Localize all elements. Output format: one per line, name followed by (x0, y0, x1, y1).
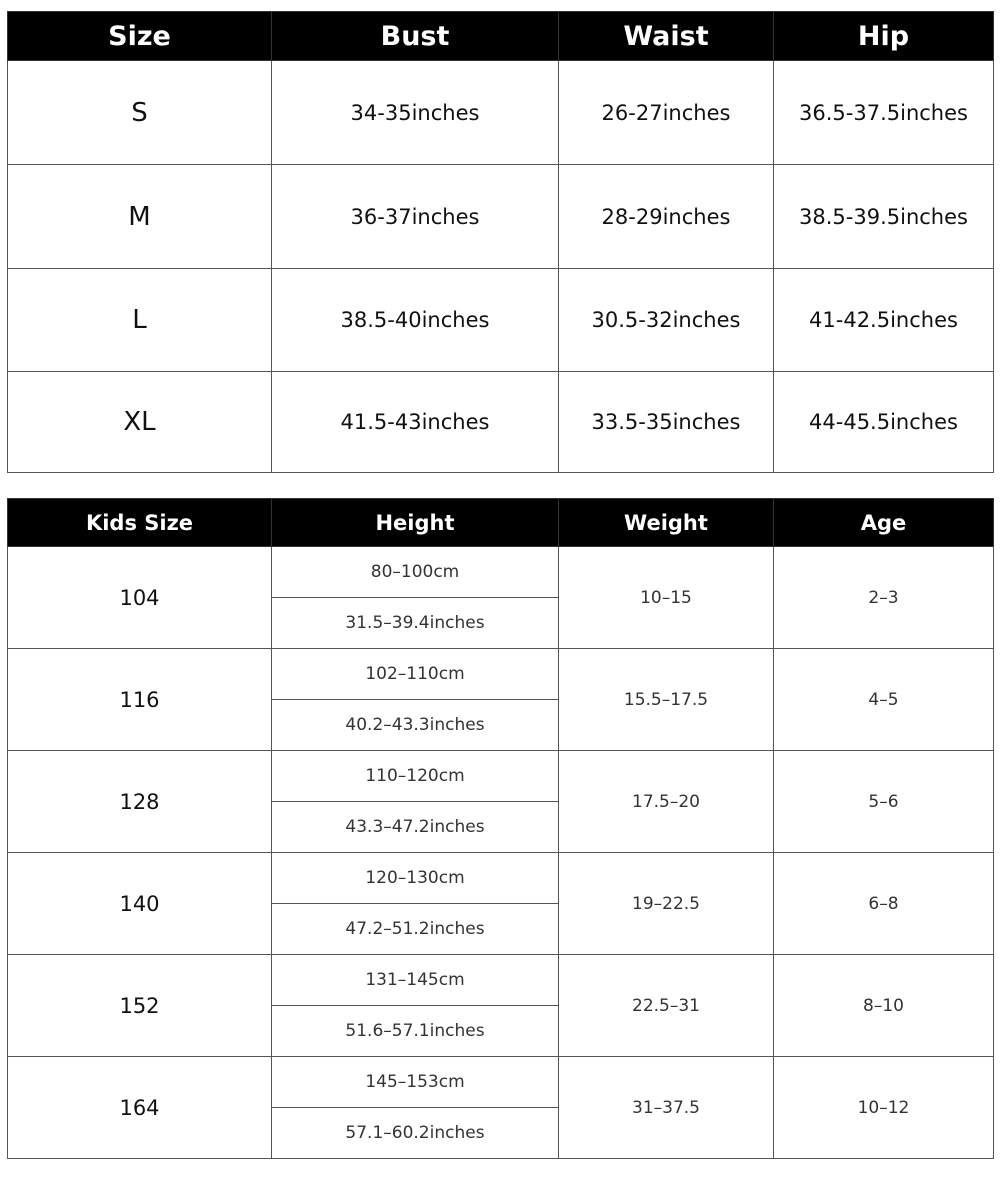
height-cm-cell: 120–130cm (272, 853, 559, 904)
height-cm-cell: 102–110cm (272, 649, 559, 700)
table-row (8, 547, 994, 598)
kids-size-chart (7, 498, 994, 1159)
kids-size-cell: 116 (8, 649, 272, 751)
bust-cell: 34-35inches (272, 61, 559, 165)
height-cm-cell: 145–153cm (272, 1057, 559, 1108)
header-kids-size: Kids Size (8, 499, 272, 547)
waist-cell: 26-27inches (559, 61, 774, 165)
kids-size-cell: 128 (8, 751, 272, 853)
table-row (8, 1057, 994, 1108)
kids-size-cell: 152 (8, 955, 272, 1057)
height-cm-cell: 80–100cm (272, 547, 559, 598)
kids-size-cell: 164 (8, 1057, 272, 1159)
kids-header-row (8, 499, 994, 547)
height-in-cell: 47.2–51.2inches (272, 904, 559, 955)
header-age: Age (774, 499, 994, 547)
bust-cell: 36-37inches (272, 165, 559, 269)
height-in-cell: 51.6–57.1inches (272, 1006, 559, 1057)
table-row (8, 649, 994, 700)
height-cm-cell: 131–145cm (272, 955, 559, 1006)
table-row (8, 853, 994, 904)
hip-cell: 36.5-37.5inches (774, 61, 994, 165)
table-row (8, 61, 994, 165)
table-row (8, 372, 994, 473)
weight-cell: 15.5–17.5 (559, 649, 774, 751)
header-bust: Bust (272, 12, 559, 61)
adult-size-chart (7, 11, 994, 473)
waist-cell: 33.5-35inches (559, 372, 774, 473)
table-row (8, 165, 994, 269)
age-cell: 8–10 (774, 955, 994, 1057)
size-cell: S (8, 61, 272, 165)
age-cell: 10–12 (774, 1057, 994, 1159)
bust-cell: 38.5-40inches (272, 269, 559, 372)
weight-cell: 31–37.5 (559, 1057, 774, 1159)
age-cell: 6–8 (774, 853, 994, 955)
height-cm-cell: 110–120cm (272, 751, 559, 802)
waist-cell: 28-29inches (559, 165, 774, 269)
weight-cell: 10–15 (559, 547, 774, 649)
age-cell: 4–5 (774, 649, 994, 751)
hip-cell: 44-45.5inches (774, 372, 994, 473)
size-cell: L (8, 269, 272, 372)
weight-cell: 17.5–20 (559, 751, 774, 853)
height-in-cell: 43.3–47.2inches (272, 802, 559, 853)
kids-size-cell: 140 (8, 853, 272, 955)
size-cell: XL (8, 372, 272, 473)
hip-cell: 38.5-39.5inches (774, 165, 994, 269)
height-in-cell: 31.5–39.4inches (272, 598, 559, 649)
table-row (8, 269, 994, 372)
header-size: Size (8, 12, 272, 61)
table-row (8, 751, 994, 802)
weight-cell: 19–22.5 (559, 853, 774, 955)
kids-size-cell: 104 (8, 547, 272, 649)
table-row (8, 955, 994, 1006)
height-in-cell: 57.1–60.2inches (272, 1108, 559, 1159)
height-in-cell: 40.2–43.3inches (272, 700, 559, 751)
header-waist: Waist (559, 12, 774, 61)
size-cell: M (8, 165, 272, 269)
age-cell: 5–6 (774, 751, 994, 853)
bust-cell: 41.5-43inches (272, 372, 559, 473)
header-hip: Hip (774, 12, 994, 61)
header-height: Height (272, 499, 559, 547)
waist-cell: 30.5-32inches (559, 269, 774, 372)
weight-cell: 22.5–31 (559, 955, 774, 1057)
age-cell: 2–3 (774, 547, 994, 649)
header-weight: Weight (559, 499, 774, 547)
adult-header-row (8, 12, 994, 61)
hip-cell: 41-42.5inches (774, 269, 994, 372)
